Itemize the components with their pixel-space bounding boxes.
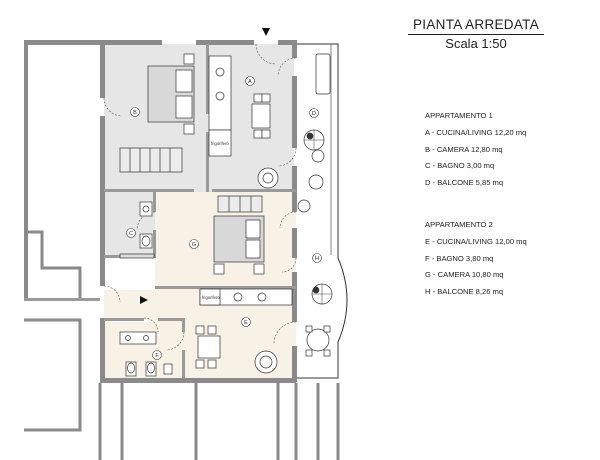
- room-letter-a: A: [248, 79, 252, 85]
- legend-row: G - CAMERA 10,80 mq: [425, 270, 504, 280]
- room-letter-b: B: [133, 110, 137, 116]
- legend-heading: APPARTAMENTO 2: [425, 220, 493, 229]
- legend-row: H - BALCONE 8,26 mq: [425, 286, 504, 296]
- balcony-d-furniture: [298, 54, 330, 212]
- balcony-h-furniture: [306, 284, 332, 356]
- legend-apartment-1: [425, 111, 526, 194]
- legend-row: E - CUCINA/LIVING 12,00 mq: [425, 237, 527, 246]
- room-letter-h: H: [315, 256, 319, 262]
- dining-table-e: [198, 336, 220, 358]
- legend-row: A - CUCINA/LIVING 12,20 mq: [425, 128, 527, 137]
- fridge-label-a: frigorifero: [211, 141, 229, 146]
- entrance-arrow-1: [262, 28, 270, 36]
- title-underline: [408, 34, 544, 35]
- room-letter-e: E: [244, 320, 248, 326]
- wardrobe-b: [120, 148, 182, 172]
- plan-title-block: [408, 17, 544, 51]
- room-letter-d: D: [312, 111, 316, 117]
- room-letter-f: F: [155, 353, 159, 359]
- legend-row: D - BALCONE 5,85 mq: [425, 177, 504, 187]
- dining-table-a: [252, 104, 270, 128]
- room-letter-c: C: [129, 231, 133, 237]
- fridge-label-e: frigorifero: [202, 295, 220, 300]
- legend-row: C - BAGNO 3,00 mq: [425, 161, 495, 171]
- plan-scale: Scala 1:50: [445, 36, 507, 51]
- legend-row: F - BAGNO 3,80 mq: [425, 253, 494, 263]
- legend-row: B - CAMERA 12,80 mq: [425, 144, 503, 154]
- plan-title: PIANTA ARREDATA: [412, 17, 540, 32]
- legend-apartment-2: [425, 220, 527, 303]
- room-letter-g: G: [191, 242, 197, 248]
- legend-heading: APPARTAMENTO 1: [425, 111, 493, 120]
